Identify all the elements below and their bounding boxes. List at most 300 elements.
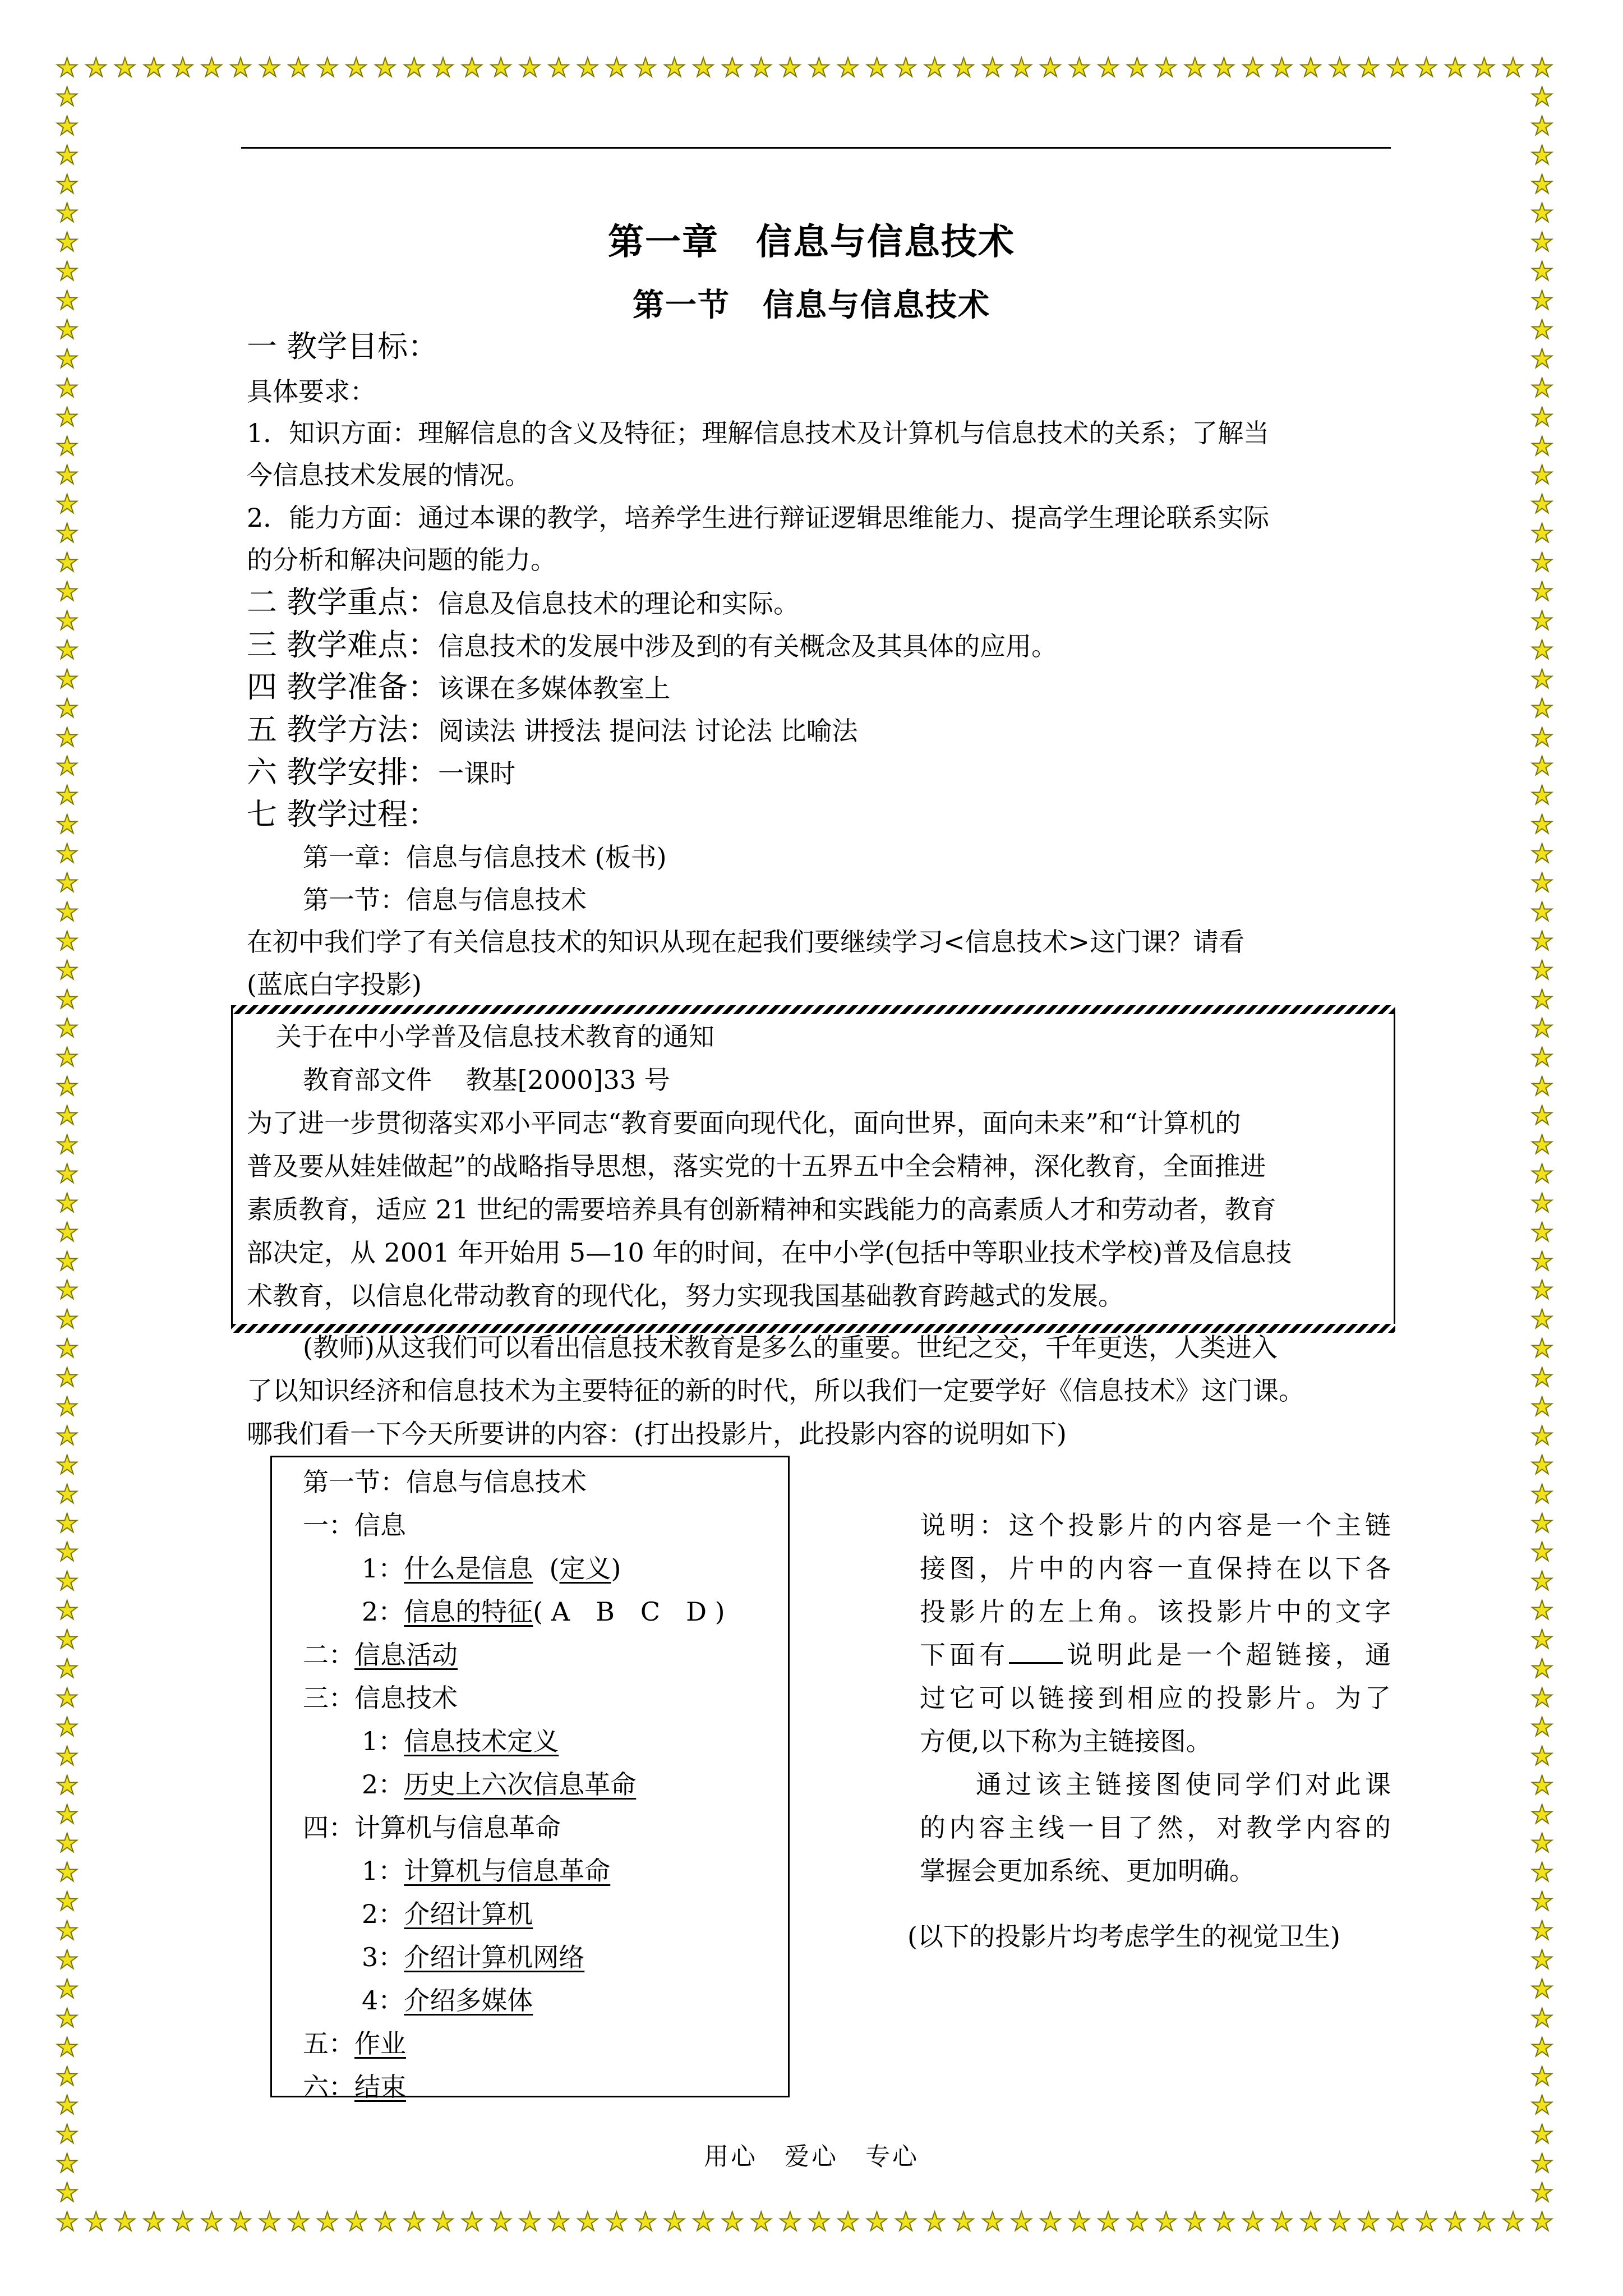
star-icon: ★	[402, 52, 426, 82]
star-icon: ★	[1530, 2090, 1554, 2120]
star-icon: ★	[374, 52, 397, 82]
outline-item-4-1: 1：计算机与信息革命	[362, 1856, 611, 1886]
star-icon: ★	[1530, 1100, 1554, 1131]
star-icon: ★	[56, 1798, 79, 1829]
star-icon: ★	[1530, 227, 1554, 257]
star-icon: ★	[1357, 52, 1380, 82]
star-icon: ★	[1126, 52, 1149, 82]
star-icon: ★	[316, 2206, 339, 2237]
star-icon: ★	[56, 751, 79, 781]
star-icon: ★	[56, 1566, 79, 1596]
star-icon: ★	[1530, 576, 1554, 607]
star-icon: ★	[56, 372, 79, 403]
star-icon: ★	[1530, 1740, 1554, 1771]
star-icon: ★	[431, 52, 455, 82]
star-icon: ★	[1009, 52, 1033, 82]
star-icon: ★	[1414, 2206, 1438, 2237]
star-icon: ★	[1530, 1333, 1554, 1364]
star-icon: ★	[171, 2206, 195, 2237]
star-icon: ★	[56, 2206, 79, 2237]
star-icon: ★	[1530, 1391, 1554, 1422]
star-icon: ★	[1241, 52, 1265, 82]
star-icon: ★	[56, 1595, 79, 1626]
star-icon: ★	[518, 2206, 542, 2237]
star-icon: ★	[1530, 459, 1554, 490]
star-icon: ★	[84, 52, 108, 82]
link-information-features[interactable]: 信息的特征	[404, 1596, 533, 1627]
star-icon: ★	[56, 721, 79, 752]
link-definition[interactable]: 定义	[559, 1553, 611, 1584]
link-computer-revolution[interactable]: 计算机与信息革命	[404, 1856, 611, 1886]
star-icon: ★	[287, 2206, 310, 2237]
star-icon: ★	[865, 2206, 889, 2237]
star-icon: ★	[1530, 547, 1554, 578]
star-icon: ★	[56, 983, 79, 1014]
star-icon: ★	[1530, 1478, 1554, 1509]
star-icon: ★	[113, 2206, 137, 2237]
item-difficulty: 三 教学难点：信息技术的发展中涉及到的有关概念及其具体的应用。	[247, 627, 1058, 662]
star-icon: ★	[56, 1944, 79, 1975]
star-icon: ★	[1530, 285, 1554, 316]
outline-item-3-1: 1：信息技术定义	[362, 1726, 559, 1756]
star-icon: ★	[56, 634, 79, 665]
star-icon: ★	[1530, 343, 1554, 374]
star-icon: ★	[1530, 663, 1554, 694]
outline-section-1: 一：信息	[303, 1510, 406, 1540]
notice-title: 关于在中小学普及信息技术教育的通知	[276, 1022, 714, 1052]
link-what-is-information[interactable]: 什么是信息	[404, 1553, 533, 1584]
star-icon: ★	[1530, 2002, 1554, 2033]
outline-item-4-2: 2：介绍计算机	[362, 1899, 533, 1929]
star-icon: ★	[460, 2206, 484, 2237]
star-icon: ★	[56, 1886, 79, 1917]
star-icon: ★	[1530, 721, 1554, 752]
link-intro-multimedia[interactable]: 介绍多媒体	[404, 1985, 533, 2016]
star-icon: ★	[1530, 1828, 1554, 1858]
star-icon: ★	[56, 1187, 79, 1218]
star-icon: ★	[1212, 52, 1235, 82]
notice-line-2: 普及要从娃娃做起”的战略指导思想，落实党的十五界五中全会精神，深化教育，全面推进	[247, 1151, 1266, 1181]
star-icon: ★	[1270, 2206, 1294, 2237]
requirement-2-line-2: 的分析和解决问题的能力。	[247, 545, 556, 575]
star-icon: ★	[56, 1216, 79, 1247]
star-icon: ★	[662, 2206, 686, 2237]
star-icon: ★	[605, 2206, 629, 2237]
star-icon: ★	[1530, 1769, 1554, 1800]
star-icon: ★	[56, 52, 79, 82]
star-icon: ★	[1530, 1449, 1554, 1480]
star-icon: ★	[981, 52, 1004, 82]
star-icon: ★	[113, 52, 137, 82]
star-icon: ★	[576, 52, 600, 82]
star-icon: ★	[56, 1013, 79, 1043]
star-icon: ★	[56, 139, 79, 170]
star-icon: ★	[56, 1042, 79, 1073]
star-icon: ★	[56, 1769, 79, 1800]
star-icon: ★	[56, 489, 79, 519]
star-icon: ★	[56, 2031, 79, 2062]
star-icon: ★	[344, 2206, 368, 2237]
chapter-title: 第一章 信息与信息技术	[608, 221, 1015, 263]
notice-line-3: 素质教育，适应 21 世纪的需要培养具有创新精神和实践能力的高素质人才和劳动者，教育	[247, 1194, 1276, 1225]
star-icon: ★	[1530, 168, 1554, 199]
star-icon: ★	[56, 954, 79, 985]
star-icon: ★	[56, 227, 79, 257]
star-icon: ★	[56, 867, 79, 898]
requirement-2-line-1: 2．能力方面：通过本课的教学，培养学生进行辩证逻辑思维能力、提高学生理论联系实际	[247, 503, 1270, 533]
intro-line-1: 在初中我们学了有关信息技术的知识从现在起我们要继续学习<信息技术>这门课？请看	[247, 927, 1245, 957]
star-icon: ★	[1530, 2119, 1554, 2150]
star-icon: ★	[1530, 1129, 1554, 1159]
star-icon: ★	[1414, 52, 1438, 82]
notice-line-5: 术教育，以信息化带动教育的现代化，努力实现我国基础教育跨越式的发展。	[247, 1281, 1124, 1311]
star-icon: ★	[56, 2119, 79, 2150]
star-icon: ★	[56, 1420, 79, 1451]
star-icon: ★	[1530, 809, 1554, 840]
item-preparation: 四 教学准备：该课在多媒体教室上	[247, 669, 671, 705]
star-icon: ★	[1530, 1798, 1554, 1829]
teacher-line-3: 哪我们看一下今天所要讲的内容：(打出投影片，此投影内容的说明如下)	[247, 1419, 1067, 1449]
outline-item-4-4: 4：介绍多媒体	[362, 1985, 533, 2016]
star-icon: ★	[402, 2206, 426, 2237]
star-icon: ★	[1530, 401, 1554, 432]
star-icon: ★	[1067, 2206, 1091, 2237]
link-intro-network[interactable]: 介绍计算机网络	[404, 1942, 585, 1972]
star-icon: ★	[1154, 2206, 1178, 2237]
star-icon: ★	[200, 2206, 224, 2237]
star-icon: ★	[1154, 52, 1178, 82]
star-icon: ★	[1530, 1304, 1554, 1335]
star-icon: ★	[56, 1100, 79, 1131]
star-icon: ★	[56, 2148, 79, 2179]
star-icon: ★	[1530, 1536, 1554, 1567]
item-key-point: 二 教学重点：信息及信息技术的理论和实际。	[247, 585, 800, 620]
star-icon: ★	[865, 52, 889, 82]
link-intro-computer[interactable]: 介绍计算机	[404, 1899, 533, 1929]
star-icon: ★	[836, 52, 860, 82]
star-icon: ★	[56, 2090, 79, 2120]
star-icon: ★	[316, 52, 339, 82]
item-process: 七 教学过程：	[247, 797, 439, 832]
link-six-revolutions[interactable]: 历史上六次信息革命	[404, 1769, 637, 1800]
star-icon: ★	[691, 52, 715, 82]
outline-item-4-3: 3：介绍计算机网络	[362, 1942, 585, 1972]
star-icon: ★	[56, 1507, 79, 1538]
star-icon: ★	[56, 314, 79, 345]
header-rule	[241, 147, 1391, 149]
star-icon: ★	[56, 1478, 79, 1509]
star-icon: ★	[56, 1274, 79, 1305]
star-icon: ★	[778, 2206, 802, 2237]
star-icon: ★	[56, 2002, 79, 2033]
star-icon: ★	[1530, 2177, 1554, 2208]
star-icon: ★	[1501, 2206, 1525, 2237]
star-icon: ★	[1530, 1711, 1554, 1742]
star-icon: ★	[634, 52, 657, 82]
star-icon: ★	[460, 52, 484, 82]
star-icon: ★	[56, 605, 79, 636]
link-end[interactable]: 结束	[354, 2072, 406, 2102]
star-icon: ★	[605, 52, 629, 82]
link-it-definition[interactable]: 信息技术定义	[404, 1726, 559, 1756]
star-icon: ★	[952, 52, 975, 82]
star-icon: ★	[1299, 2206, 1322, 2237]
star-icon: ★	[1530, 430, 1554, 461]
star-icon: ★	[1530, 983, 1554, 1014]
star-icon: ★	[1530, 1682, 1554, 1713]
page-footer: 用心 爱心 专心	[704, 2142, 919, 2171]
star-icon: ★	[1126, 2206, 1149, 2237]
teacher-line-1: (教师)从这我们可以看出信息技术教育是多么的重要。世纪之交，千年更迭，人类进入	[303, 1332, 1278, 1363]
star-icon: ★	[1270, 52, 1294, 82]
star-icon: ★	[807, 2206, 831, 2237]
star-icon: ★	[981, 2206, 1004, 2237]
star-icon: ★	[1530, 954, 1554, 985]
star-icon: ★	[1530, 1187, 1554, 1218]
star-icon: ★	[1530, 1042, 1554, 1073]
star-icon: ★	[56, 663, 79, 694]
star-icon: ★	[56, 1828, 79, 1858]
star-icon: ★	[1530, 489, 1554, 519]
star-icon: ★	[1096, 2206, 1120, 2237]
star-icon: ★	[374, 2206, 397, 2237]
star-icon: ★	[1530, 1216, 1554, 1247]
star-icon: ★	[56, 459, 79, 490]
explanation-paragraph-1: 说明：这个投影片的内容是一个主链 接图，片中的内容一直保持在以下各 投影片的左上角。该投影片中的文字 下面有 说明此是一个超链接，通 过它可以链接到相应的投影片。为了 方便,以下称为主链接图。	[920, 1510, 1391, 1756]
star-icon: ★	[1530, 605, 1554, 636]
star-icon: ★	[1530, 1071, 1554, 1102]
star-icon: ★	[1530, 1274, 1554, 1305]
teacher-line-2: 了以知识经济和信息技术为主要特征的新的时代，所以我们一定要学好《信息技术》这门课。	[247, 1375, 1304, 1406]
star-icon: ★	[56, 1740, 79, 1771]
star-icon: ★	[200, 52, 224, 82]
star-icon: ★	[749, 52, 773, 82]
link-homework[interactable]: 作业	[354, 2028, 406, 2059]
star-icon: ★	[1530, 1158, 1554, 1189]
star-icon: ★	[257, 52, 282, 82]
star-icon: ★	[1444, 2206, 1467, 2237]
star-icon: ★	[1530, 1566, 1554, 1596]
star-icon: ★	[1530, 2031, 1554, 2062]
star-icon: ★	[344, 52, 368, 82]
star-icon: ★	[662, 52, 686, 82]
star-icon: ★	[952, 2206, 975, 2237]
star-icon: ★	[56, 1391, 79, 1422]
star-icon: ★	[489, 52, 513, 82]
star-icon: ★	[1530, 1245, 1554, 1276]
star-icon: ★	[56, 81, 79, 112]
star-icon: ★	[56, 692, 79, 723]
star-icon: ★	[547, 52, 570, 82]
star-icon: ★	[547, 2206, 570, 2237]
star-icon: ★	[1096, 52, 1120, 82]
star-icon: ★	[56, 256, 79, 287]
star-icon: ★	[1530, 1013, 1554, 1043]
star-icon: ★	[257, 2206, 282, 2237]
star-icon: ★	[1530, 780, 1554, 811]
star-icon: ★	[56, 1362, 79, 1393]
star-icon: ★	[1530, 518, 1554, 549]
outline-section-5: 五：作业	[303, 2028, 406, 2059]
star-icon: ★	[56, 809, 79, 840]
star-icon: ★	[1530, 1973, 1554, 2004]
star-icon: ★	[1530, 1624, 1554, 1655]
star-icon: ★	[1530, 896, 1554, 927]
star-icon: ★	[56, 925, 79, 956]
star-icon: ★	[1039, 52, 1062, 82]
star-icon: ★	[84, 2206, 108, 2237]
star-icon: ★	[1472, 2206, 1496, 2237]
star-icon: ★	[1530, 1507, 1554, 1538]
star-icon: ★	[634, 2206, 657, 2237]
star-icon: ★	[1530, 2206, 1554, 2237]
star-icon: ★	[1530, 52, 1554, 82]
star-icon: ★	[142, 2206, 165, 2237]
star-icon: ★	[56, 1158, 79, 1189]
star-icon: ★	[1530, 838, 1554, 869]
star-icon: ★	[1444, 52, 1467, 82]
star-icon: ★	[1530, 1944, 1554, 1975]
star-icon: ★	[1386, 52, 1409, 82]
star-icon: ★	[56, 168, 79, 199]
star-icon: ★	[56, 1449, 79, 1480]
star-icon: ★	[1530, 2060, 1554, 2091]
process-line-2: 第一节：信息与信息技术	[303, 885, 587, 915]
star-icon: ★	[56, 1857, 79, 1888]
star-icon: ★	[1299, 52, 1322, 82]
star-icon: ★	[1530, 1595, 1554, 1626]
star-icon: ★	[56, 896, 79, 927]
star-icon: ★	[1183, 52, 1207, 82]
star-icon: ★	[749, 2206, 773, 2237]
star-icon: ★	[1530, 1886, 1554, 1917]
star-icon: ★	[56, 2177, 79, 2208]
star-icon: ★	[56, 1304, 79, 1335]
star-icon: ★	[1530, 81, 1554, 112]
star-icon: ★	[721, 2206, 744, 2237]
star-icon: ★	[1530, 197, 1554, 228]
link-information-activity[interactable]: 信息活动	[354, 1640, 458, 1670]
star-icon: ★	[1530, 1915, 1554, 1946]
star-icon: ★	[1530, 1857, 1554, 1888]
star-icon: ★	[56, 1071, 79, 1102]
star-icon: ★	[1386, 2206, 1409, 2237]
requirements-label: 具体要求：	[247, 376, 376, 407]
star-icon: ★	[142, 52, 165, 82]
star-icon: ★	[56, 780, 79, 811]
notice-line-1: 为了进一步贯彻落实邓小平同志“教育要面向现代化，面向世界，面向未来”和“计算机的	[247, 1108, 1241, 1138]
star-icon: ★	[56, 401, 79, 432]
outline-item-3-2: 2：历史上六次信息革命	[362, 1769, 637, 1800]
star-icon: ★	[56, 1624, 79, 1655]
intro-line-2: (蓝底白字投影)	[247, 969, 422, 1000]
star-icon: ★	[807, 52, 831, 82]
star-icon: ★	[1530, 867, 1554, 898]
star-icon: ★	[56, 547, 79, 578]
requirement-1-line-1: 1．知识方面：理解信息的含义及特征；理解信息技术及计算机与信息技术的关系；了解当	[247, 418, 1270, 448]
star-icon: ★	[576, 2206, 600, 2237]
star-icon: ★	[518, 52, 542, 82]
star-icon: ★	[1067, 52, 1091, 82]
process-line-1: 第一章：信息与信息技术 (板书)	[303, 842, 667, 872]
objectives-heading: 一 教学目标：	[247, 329, 439, 364]
star-icon: ★	[1530, 751, 1554, 781]
notice-line-4: 部决定，从 2001 年开始用 5—10 年的时间，在中小学(包括中等职业技术学校)普及信息技	[247, 1237, 1292, 1268]
item-schedule: 六 教学安排：一课时	[247, 754, 516, 790]
star-icon: ★	[894, 52, 917, 82]
star-icon: ★	[56, 1973, 79, 2004]
star-icon: ★	[56, 838, 79, 869]
outline-section-2: 二：信息活动	[303, 1640, 458, 1670]
star-icon: ★	[56, 1915, 79, 1946]
star-icon: ★	[1530, 110, 1554, 141]
star-icon: ★	[56, 197, 79, 228]
section-title: 第一节 信息与信息技术	[633, 287, 990, 324]
star-icon: ★	[56, 110, 79, 141]
outline-item-1-2: 2：信息的特征( A B C D )	[362, 1596, 725, 1627]
star-icon: ★	[1530, 692, 1554, 723]
requirement-1-line-2: 今信息技术发展的情况。	[247, 460, 531, 490]
star-icon: ★	[923, 2206, 947, 2237]
star-icon: ★	[489, 2206, 513, 2237]
star-icon: ★	[56, 1245, 79, 1276]
star-icon: ★	[836, 2206, 860, 2237]
star-icon: ★	[1530, 634, 1554, 665]
outline-section-4: 四：计算机与信息革命	[303, 1812, 561, 1843]
star-icon: ★	[923, 52, 947, 82]
star-icon: ★	[1328, 52, 1352, 82]
star-icon: ★	[56, 1129, 79, 1159]
star-icon: ★	[1530, 256, 1554, 287]
star-icon: ★	[1357, 2206, 1380, 2237]
star-icon: ★	[56, 285, 79, 316]
explanation-paragraph-2: 通过该主链接图使同学们对此课 的内容主线一目了然，对教学内容的 掌握会更加系统、更加明确。	[920, 1769, 1391, 1886]
star-icon: ★	[56, 518, 79, 549]
star-icon: ★	[1039, 2206, 1062, 2237]
star-icon: ★	[1241, 2206, 1265, 2237]
star-icon: ★	[171, 52, 195, 82]
star-icon: ★	[1530, 925, 1554, 956]
explanation-note: (以下的投影片均考虑学生的视觉卫生)	[907, 1921, 1340, 1952]
star-icon: ★	[721, 52, 744, 82]
star-icon: ★	[1530, 1420, 1554, 1451]
star-icon: ★	[287, 52, 310, 82]
outline-section-3: 三：信息技术	[303, 1683, 458, 1713]
star-icon: ★	[56, 1653, 79, 1684]
star-icon: ★	[1530, 139, 1554, 170]
star-icon: ★	[1530, 1653, 1554, 1684]
outline-section-6: 六：结束	[303, 2072, 406, 2102]
star-icon: ★	[1530, 1362, 1554, 1393]
star-icon: ★	[1530, 2148, 1554, 2179]
star-icon: ★	[1009, 2206, 1033, 2237]
star-icon: ★	[56, 430, 79, 461]
star-icon: ★	[229, 2206, 252, 2237]
star-icon: ★	[778, 52, 802, 82]
star-icon: ★	[1472, 52, 1496, 82]
star-icon: ★	[56, 1536, 79, 1567]
star-icon: ★	[1183, 2206, 1207, 2237]
star-icon: ★	[1530, 372, 1554, 403]
star-icon: ★	[1501, 52, 1525, 82]
star-icon: ★	[691, 2206, 715, 2237]
outline-item-1-1: 1：什么是信息 (定义)	[362, 1553, 621, 1584]
star-icon: ★	[56, 2060, 79, 2091]
star-icon: ★	[56, 1711, 79, 1742]
outline-title: 第一节：信息与信息技术	[303, 1467, 587, 1497]
star-icon: ★	[229, 52, 252, 82]
item-method: 五 教学方法：阅读法 讲授法 提问法 讨论法 比喻法	[247, 712, 858, 747]
